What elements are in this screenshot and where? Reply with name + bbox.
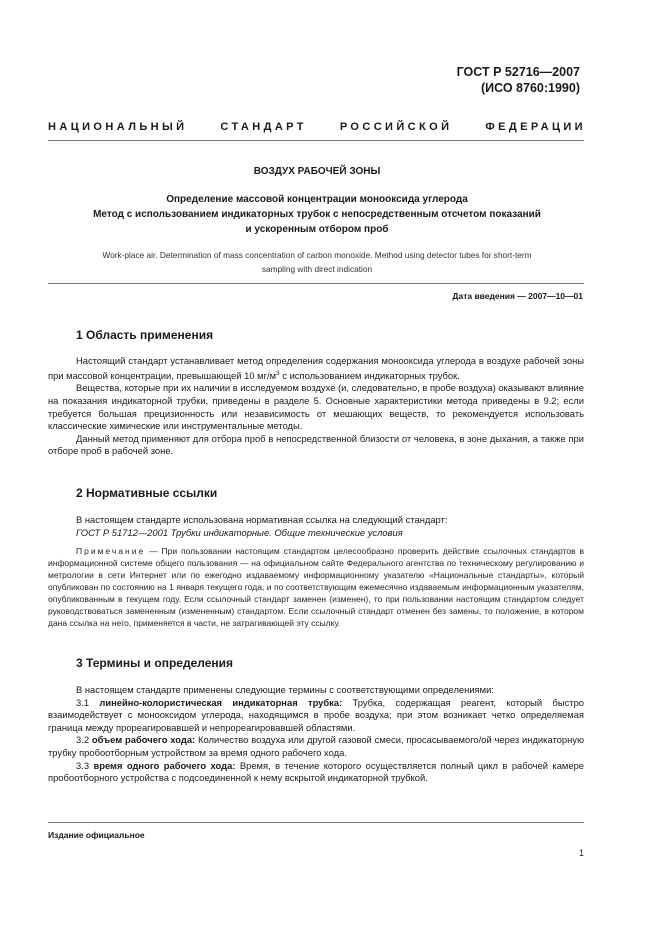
- standard-designation: [380, 64, 580, 96]
- term-3-3-definition: Время, в течение которого осуществляется полный цикл в рабочей камере пробоотборного устройства с подсоединенной к нему вскрытой индикаторной трубкой.: [48, 759, 585, 784]
- normative-reference: ГОСТ Р 51712—2001 Трубки индикаторные. Общие технические условия: [76, 526, 403, 538]
- section-2-body: [48, 514, 584, 539]
- section-2-heading: 2 Нормативные ссылки: [76, 486, 218, 500]
- p1-text-a: Настоящий стандарт устанавливает метод определения содержания монооксида углерода в воздухе рабочей зоны при массовой концентрации, превышающей 10 мг/м: [48, 355, 584, 381]
- note-label: Примечание: [76, 546, 146, 556]
- section-1-heading: 1 Область применения: [76, 328, 214, 342]
- term-3-1-term: линейно-колористическая индикаторная трубка:: [99, 696, 343, 708]
- term-3-1-definition: Трубка, содержащая реагент, который быстро взаимодействует с монооксидом углерода, находящимся в пробе воздуха; при этом возникает четко определяемая граница между прореагировавшей и непрореагировавшей областями.: [48, 696, 584, 733]
- section-1-paragraph-1: [48, 355, 584, 382]
- subtitle-line-2: Метод с использованием индикаторных трубок с непосредственным отсчетом показаний: [93, 209, 541, 220]
- national-standard-banner: НАЦИОНАЛЬНЫЙ СТАНДАРТ РОССИЙСКОЙ ФЕДЕРАЦИИ: [48, 121, 586, 133]
- header-divider: [48, 140, 584, 141]
- document-subtitle: [48, 192, 586, 237]
- page-number: 1: [578, 848, 584, 858]
- term-3-1: [48, 697, 584, 735]
- section-1-body: [48, 355, 584, 458]
- section-3-heading: 3 Термины и определения: [76, 656, 234, 670]
- term-3-3-number: 3.3: [76, 759, 94, 771]
- footer-divider: [48, 822, 584, 823]
- section-3-body: [48, 684, 584, 785]
- section-2-paragraph-1: В настоящем стандарте использована нормативная ссылка на следующий стандарт:: [76, 514, 448, 525]
- section-1-paragraph-3: Данный метод применяют для отбора проб в непосредственной близости от человека, в зоне дыхания, а также при отборе проб в рабочей зоне.: [48, 432, 584, 457]
- subtitle-line-3: и ускоренным отбором проб: [245, 224, 389, 235]
- title-divider: [48, 283, 584, 284]
- subtitle-line-1: Определение массовой концентрации монооксида углерода: [166, 194, 468, 205]
- term-3-2-number: 3.2: [76, 734, 92, 746]
- section-1-paragraph-2: Вещества, которые при их наличии в исследуемом воздухе (и, следовательно, в пробе воздуха) оказывают влияние на показания индикаторной трубки, приведены в разделе 5. Основные характеристики метода приведены в 9.2; если требуется большая прецизионность или независимость от мешающих веществ, то рекомендуется использовать классические химические или инструментальные методы.: [48, 382, 584, 432]
- english-title-line-1: Work-place air. Determination of mass concentration of carbon monoxide. Method using detector tubes for short-term: [102, 250, 532, 260]
- section-3-intro: В настоящем стандарте применены следующие термины с соответствующими определениями:: [76, 684, 494, 695]
- note-text: — При пользовании настоящим стандартом целесообразно проверить действие ссылочных стандартов в информационной системе общего пользования — на официальном сайте Федерального агентства по техническому регулированию и метрологии в сети Интернет или по ежегодно издаваемому информационному указателю «Национальные стандарты», который опубликован по состоянию на 1 января текущего года, и по соответствующим ежемесячно издаваемым информационным указателям, опубликованным в текущем году. Если ссылочный стандарт заменен (изменен), то при пользовании настоящим стандартом следует руководствоваться замененным (измененным) стандартом. Если ссылочный стандарт отменен без замены, то положение, в котором дана ссылка на него, применяется в части, не затрагивающей эту ссылку.: [48, 546, 584, 628]
- term-3-2-term: объем рабочего хода:: [91, 734, 196, 746]
- term-3-3: [48, 760, 584, 785]
- section-2-note: [48, 545, 584, 629]
- term-3-3-term: время одного рабочего хода:: [93, 759, 236, 771]
- english-title-line-2: sampling with direct indication: [261, 263, 373, 274]
- document-title: ВОЗДУХ РАБОЧЕЙ ЗОНЫ: [253, 166, 381, 177]
- term-3-1-number: 3.1: [76, 696, 100, 708]
- english-title: [48, 249, 586, 276]
- iso-number: (ИСО 8760:1990): [481, 81, 580, 95]
- term-3-2-definition: Количество воздуха или другой газовой смеси, просасываемого/ой через индикаторную трубку пробоотборным устройством за время одного рабочего хода.: [48, 734, 584, 758]
- introduction-date: Дата введения — 2007—10—01: [452, 291, 583, 301]
- p1-superscript: 3: [276, 369, 280, 377]
- term-3-2: [48, 734, 584, 759]
- p1-text-b: с использованием индикаторных трубок.: [279, 369, 460, 381]
- gost-number: ГОСТ Р 52716—2007: [456, 65, 580, 79]
- publication-label: Издание официальное: [48, 830, 145, 840]
